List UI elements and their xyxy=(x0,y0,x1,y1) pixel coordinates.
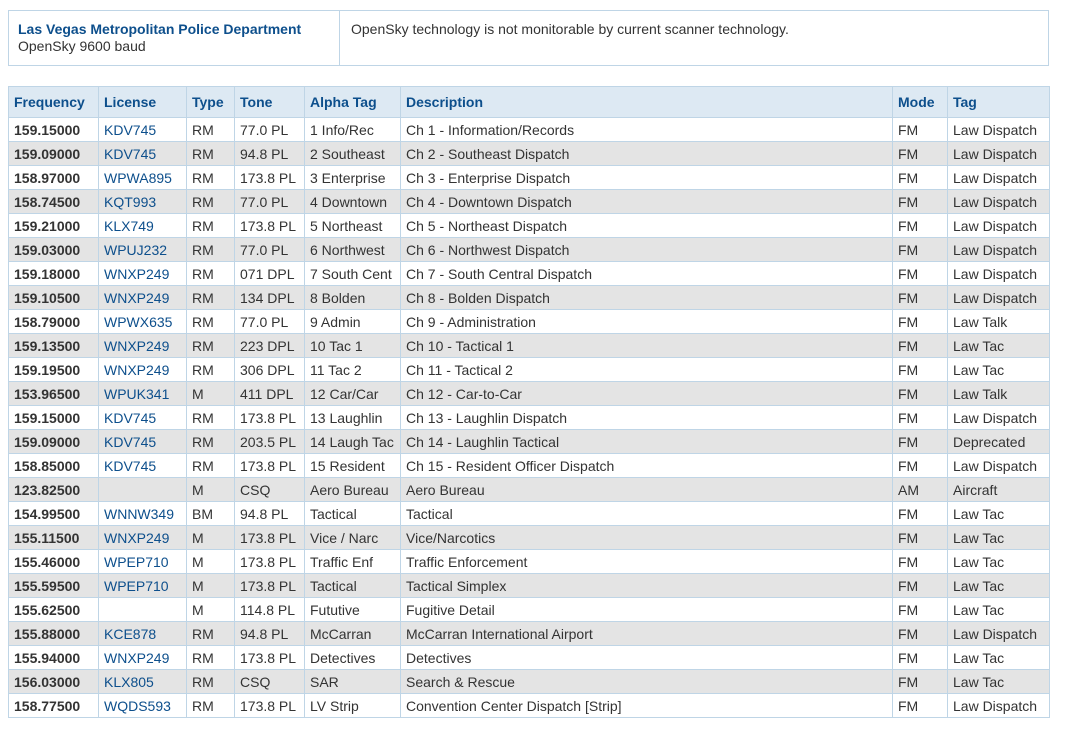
table-row xyxy=(9,214,1050,238)
cell-alpha-tag: 13 Laughlin xyxy=(305,406,401,430)
cell-license[interactable]: WNNW349 xyxy=(99,502,187,526)
cell-mode: AM xyxy=(893,478,948,502)
cell-mode: FM xyxy=(893,598,948,622)
cell-license[interactable]: KLX805 xyxy=(99,670,187,694)
cell-alpha-tag: 10 Tac 1 xyxy=(305,334,401,358)
cell-tone: 134 DPL xyxy=(235,286,305,310)
cell-license[interactable]: WPWX635 xyxy=(99,310,187,334)
cell-frequency: 159.15000 xyxy=(9,406,99,430)
cell-frequency: 159.09000 xyxy=(9,430,99,454)
cell-license[interactable]: WPUK341 xyxy=(99,382,187,406)
cell-description: Search & Rescue xyxy=(401,670,893,694)
column-header-frequency[interactable]: Frequency xyxy=(9,87,99,118)
cell-frequency: 155.46000 xyxy=(9,550,99,574)
cell-frequency: 155.59500 xyxy=(9,574,99,598)
cell-mode: FM xyxy=(893,190,948,214)
cell-frequency: 158.79000 xyxy=(9,310,99,334)
cell-description: Traffic Enforcement xyxy=(401,550,893,574)
cell-description: Vice/Narcotics xyxy=(401,526,893,550)
cell-license[interactable]: WNXP249 xyxy=(99,286,187,310)
cell-tone: 94.8 PL xyxy=(235,502,305,526)
cell-frequency: 159.21000 xyxy=(9,214,99,238)
cell-tag: Aircraft xyxy=(948,478,1050,502)
cell-tag: Law Tac xyxy=(948,550,1050,574)
cell-license[interactable]: KDV745 xyxy=(99,142,187,166)
cell-tag: Law Talk xyxy=(948,382,1050,406)
cell-tag: Law Dispatch xyxy=(948,286,1050,310)
cell-alpha-tag: 4 Downtown xyxy=(305,190,401,214)
cell-tag: Law Dispatch xyxy=(948,190,1050,214)
cell-tag: Law Tac xyxy=(948,670,1050,694)
cell-frequency: 159.03000 xyxy=(9,238,99,262)
cell-description: Ch 9 - Administration xyxy=(401,310,893,334)
cell-tone: CSQ xyxy=(235,478,305,502)
cell-description: Ch 14 - Laughlin Tactical xyxy=(401,430,893,454)
table-row xyxy=(9,286,1050,310)
cell-frequency: 158.77500 xyxy=(9,694,99,718)
cell-description: McCarran International Airport xyxy=(401,622,893,646)
cell-description: Ch 3 - Enterprise Dispatch xyxy=(401,166,893,190)
cell-tag: Law Tac xyxy=(948,526,1050,550)
cell-mode: FM xyxy=(893,358,948,382)
cell-alpha-tag: 1 Info/Rec xyxy=(305,118,401,142)
cell-mode: FM xyxy=(893,646,948,670)
cell-frequency: 153.96500 xyxy=(9,382,99,406)
cell-license[interactable]: KDV745 xyxy=(99,430,187,454)
table-row xyxy=(9,334,1050,358)
cell-alpha-tag: Tactical xyxy=(305,502,401,526)
agency-name: Las Vegas Metropolitan Police Department xyxy=(18,21,302,37)
cell-tone: 411 DPL xyxy=(235,382,305,406)
cell-tone: 173.8 PL xyxy=(235,550,305,574)
table-row xyxy=(9,118,1050,142)
cell-alpha-tag: 15 Resident xyxy=(305,454,401,478)
cell-frequency: 158.85000 xyxy=(9,454,99,478)
cell-mode: FM xyxy=(893,670,948,694)
cell-tone: 173.8 PL xyxy=(235,646,305,670)
cell-tone: 223 DPL xyxy=(235,334,305,358)
cell-description: Aero Bureau xyxy=(401,478,893,502)
cell-tag: Law Dispatch xyxy=(948,454,1050,478)
cell-tag: Law Dispatch xyxy=(948,214,1050,238)
cell-tone: 173.8 PL xyxy=(235,406,305,430)
table-row xyxy=(9,502,1050,526)
cell-alpha-tag: 9 Admin xyxy=(305,310,401,334)
cell-type: RM xyxy=(187,670,235,694)
cell-type: M xyxy=(187,574,235,598)
cell-mode: FM xyxy=(893,622,948,646)
cell-license[interactable]: KDV745 xyxy=(99,454,187,478)
cell-tone: 173.8 PL xyxy=(235,454,305,478)
cell-mode: FM xyxy=(893,214,948,238)
cell-tag: Law Dispatch xyxy=(948,142,1050,166)
table-row xyxy=(9,670,1050,694)
cell-type: M xyxy=(187,526,235,550)
system-name: OpenSky 9600 baud xyxy=(18,38,146,54)
cell-tone: 173.8 PL xyxy=(235,526,305,550)
cell-description: Ch 6 - Northwest Dispatch xyxy=(401,238,893,262)
cell-license[interactable]: WNXP249 xyxy=(99,262,187,286)
cell-alpha-tag: Vice / Narc xyxy=(305,526,401,550)
cell-type: M xyxy=(187,478,235,502)
cell-type: RM xyxy=(187,118,235,142)
cell-alpha-tag: Tactical xyxy=(305,574,401,598)
cell-description: Ch 12 - Car-to-Car xyxy=(401,382,893,406)
cell-alpha-tag: 3 Enterprise xyxy=(305,166,401,190)
cell-description: Fugitive Detail xyxy=(401,598,893,622)
cell-tone: 173.8 PL xyxy=(235,694,305,718)
cell-license[interactable]: KQT993 xyxy=(99,190,187,214)
cell-tone: 173.8 PL xyxy=(235,166,305,190)
cell-mode: FM xyxy=(893,334,948,358)
cell-alpha-tag: 2 Southeast xyxy=(305,142,401,166)
cell-tag: Law Tac xyxy=(948,502,1050,526)
cell-description: Ch 7 - South Central Dispatch xyxy=(401,262,893,286)
cell-alpha-tag: 5 Northeast xyxy=(305,214,401,238)
cell-mode: FM xyxy=(893,142,948,166)
cell-type: RM xyxy=(187,454,235,478)
cell-tag: Law Dispatch xyxy=(948,262,1050,286)
cell-tag: Law Dispatch xyxy=(948,406,1050,430)
agency-cell xyxy=(9,11,340,66)
cell-license[interactable]: WPEP710 xyxy=(99,574,187,598)
cell-frequency: 155.94000 xyxy=(9,646,99,670)
cell-tone: 77.0 PL xyxy=(235,190,305,214)
cell-type: RM xyxy=(187,430,235,454)
cell-alpha-tag: 7 South Cent xyxy=(305,262,401,286)
cell-alpha-tag: Traffic Enf xyxy=(305,550,401,574)
cell-tone: 77.0 PL xyxy=(235,118,305,142)
cell-alpha-tag: 6 Northwest xyxy=(305,238,401,262)
cell-license[interactable]: WQDS593 xyxy=(99,694,187,718)
table-row xyxy=(9,142,1050,166)
cell-type: M xyxy=(187,382,235,406)
cell-tone: 071 DPL xyxy=(235,262,305,286)
cell-frequency: 159.09000 xyxy=(9,142,99,166)
cell-mode: FM xyxy=(893,454,948,478)
cell-description: Detectives xyxy=(401,646,893,670)
column-header-mode[interactable]: Mode xyxy=(893,87,948,118)
cell-tag: Law Tac xyxy=(948,598,1050,622)
note-cell xyxy=(340,11,1049,66)
table-row xyxy=(9,262,1050,286)
cell-license[interactable]: WPEP710 xyxy=(99,550,187,574)
cell-tag: Deprecated xyxy=(948,430,1050,454)
cell-license xyxy=(99,478,187,502)
cell-frequency: 159.13500 xyxy=(9,334,99,358)
table-row xyxy=(9,166,1050,190)
cell-type: RM xyxy=(187,166,235,190)
cell-tag: Law Dispatch xyxy=(948,166,1050,190)
cell-frequency: 158.97000 xyxy=(9,166,99,190)
cell-type: RM xyxy=(187,310,235,334)
cell-mode: FM xyxy=(893,550,948,574)
cell-license[interactable]: KCE878 xyxy=(99,622,187,646)
cell-frequency: 155.88000 xyxy=(9,622,99,646)
cell-type: RM xyxy=(187,286,235,310)
cell-description: Ch 8 - Bolden Dispatch xyxy=(401,286,893,310)
cell-description: Ch 5 - Northeast Dispatch xyxy=(401,214,893,238)
column-header-description[interactable]: Description xyxy=(401,87,893,118)
cell-tone: 77.0 PL xyxy=(235,310,305,334)
cell-tag: Law Tac xyxy=(948,358,1050,382)
column-header-tone[interactable]: Tone xyxy=(235,87,305,118)
table-row xyxy=(9,574,1050,598)
table-row xyxy=(9,478,1050,502)
cell-frequency: 156.03000 xyxy=(9,670,99,694)
cell-frequency: 123.82500 xyxy=(9,478,99,502)
cell-tag: Law Tac xyxy=(948,334,1050,358)
cell-tone: 114.8 PL xyxy=(235,598,305,622)
cell-license[interactable]: KDV745 xyxy=(99,406,187,430)
cell-tag: Law Talk xyxy=(948,310,1050,334)
cell-license[interactable]: WPWA895 xyxy=(99,166,187,190)
cell-type: RM xyxy=(187,262,235,286)
cell-frequency: 155.62500 xyxy=(9,598,99,622)
cell-license[interactable]: WNXP249 xyxy=(99,526,187,550)
cell-type: RM xyxy=(187,238,235,262)
cell-mode: FM xyxy=(893,526,948,550)
cell-tag: Law Dispatch xyxy=(948,238,1050,262)
cell-tone: 173.8 PL xyxy=(235,574,305,598)
cell-mode: FM xyxy=(893,286,948,310)
cell-alpha-tag: Aero Bureau xyxy=(305,478,401,502)
cell-type: RM xyxy=(187,646,235,670)
cell-description: Convention Center Dispatch [Strip] xyxy=(401,694,893,718)
cell-mode: FM xyxy=(893,238,948,262)
cell-type: RM xyxy=(187,622,235,646)
cell-frequency: 155.11500 xyxy=(9,526,99,550)
cell-type: RM xyxy=(187,334,235,358)
cell-tag: Law Dispatch xyxy=(948,694,1050,718)
cell-tone: 306 DPL xyxy=(235,358,305,382)
table-row xyxy=(9,550,1050,574)
cell-tag: Law Tac xyxy=(948,574,1050,598)
cell-tone: CSQ xyxy=(235,670,305,694)
cell-tone: 94.8 PL xyxy=(235,622,305,646)
cell-frequency: 158.74500 xyxy=(9,190,99,214)
frequency-table-body xyxy=(9,118,1050,718)
cell-description: Ch 11 - Tactical 2 xyxy=(401,358,893,382)
cell-license[interactable]: KLX749 xyxy=(99,214,187,238)
cell-alpha-tag: 11 Tac 2 xyxy=(305,358,401,382)
cell-tag: Law Dispatch xyxy=(948,118,1050,142)
column-header-license[interactable]: License xyxy=(99,87,187,118)
cell-license[interactable]: WPUJ232 xyxy=(99,238,187,262)
cell-alpha-tag: LV Strip xyxy=(305,694,401,718)
table-row xyxy=(9,190,1050,214)
system-note: OpenSky technology is not monitorable by current scanner technology. xyxy=(351,21,789,37)
cell-type: BM xyxy=(187,502,235,526)
cell-description: Tactical Simplex xyxy=(401,574,893,598)
cell-description: Ch 2 - Southeast Dispatch xyxy=(401,142,893,166)
cell-license[interactable]: WNXP249 xyxy=(99,646,187,670)
table-row xyxy=(9,430,1050,454)
table-row xyxy=(9,622,1050,646)
cell-description: Ch 13 - Laughlin Dispatch xyxy=(401,406,893,430)
cell-description: Ch 1 - Information/Records xyxy=(401,118,893,142)
table-row xyxy=(9,694,1050,718)
cell-alpha-tag: 8 Bolden xyxy=(305,286,401,310)
column-header-tag[interactable]: Tag xyxy=(948,87,1050,118)
cell-alpha-tag: SAR xyxy=(305,670,401,694)
table-row xyxy=(9,358,1050,382)
cell-license[interactable]: WNXP249 xyxy=(99,358,187,382)
agency-info-box xyxy=(8,10,1049,66)
cell-tone: 77.0 PL xyxy=(235,238,305,262)
cell-type: RM xyxy=(187,406,235,430)
cell-alpha-tag: McCarran xyxy=(305,622,401,646)
cell-mode: FM xyxy=(893,430,948,454)
cell-frequency: 159.19500 xyxy=(9,358,99,382)
cell-type: RM xyxy=(187,214,235,238)
cell-frequency: 154.99500 xyxy=(9,502,99,526)
table-row xyxy=(9,406,1050,430)
cell-description: Ch 4 - Downtown Dispatch xyxy=(401,190,893,214)
cell-license[interactable]: WNXP249 xyxy=(99,334,187,358)
cell-mode: FM xyxy=(893,382,948,406)
cell-alpha-tag: Detectives xyxy=(305,646,401,670)
cell-frequency: 159.15000 xyxy=(9,118,99,142)
cell-type: M xyxy=(187,598,235,622)
cell-description: Ch 15 - Resident Officer Dispatch xyxy=(401,454,893,478)
cell-frequency: 159.18000 xyxy=(9,262,99,286)
cell-license[interactable]: KDV745 xyxy=(99,118,187,142)
cell-type: RM xyxy=(187,142,235,166)
cell-mode: FM xyxy=(893,574,948,598)
table-header-row xyxy=(9,87,1050,118)
table-row xyxy=(9,454,1050,478)
cell-mode: FM xyxy=(893,262,948,286)
cell-type: RM xyxy=(187,694,235,718)
table-row xyxy=(9,598,1050,622)
cell-type: RM xyxy=(187,358,235,382)
table-row xyxy=(9,526,1050,550)
column-header-alpha-tag[interactable]: Alpha Tag xyxy=(305,87,401,118)
cell-tone: 173.8 PL xyxy=(235,214,305,238)
cell-alpha-tag: 14 Laugh Tac xyxy=(305,430,401,454)
cell-type: M xyxy=(187,550,235,574)
cell-frequency: 159.10500 xyxy=(9,286,99,310)
cell-tag: Law Tac xyxy=(948,646,1050,670)
cell-alpha-tag: Fututive xyxy=(305,598,401,622)
cell-mode: FM xyxy=(893,406,948,430)
frequency-table xyxy=(8,86,1050,718)
cell-description: Tactical xyxy=(401,502,893,526)
cell-mode: FM xyxy=(893,166,948,190)
cell-type: RM xyxy=(187,190,235,214)
table-row xyxy=(9,238,1050,262)
table-row xyxy=(9,382,1050,406)
cell-tag: Law Dispatch xyxy=(948,622,1050,646)
cell-mode: FM xyxy=(893,310,948,334)
cell-mode: FM xyxy=(893,502,948,526)
cell-description: Ch 10 - Tactical 1 xyxy=(401,334,893,358)
cell-tone: 203.5 PL xyxy=(235,430,305,454)
table-row xyxy=(9,646,1050,670)
cell-mode: FM xyxy=(893,694,948,718)
cell-tone: 94.8 PL xyxy=(235,142,305,166)
cell-alpha-tag: 12 Car/Car xyxy=(305,382,401,406)
cell-mode: FM xyxy=(893,118,948,142)
column-header-type[interactable]: Type xyxy=(187,87,235,118)
cell-license xyxy=(99,598,187,622)
table-row xyxy=(9,310,1050,334)
